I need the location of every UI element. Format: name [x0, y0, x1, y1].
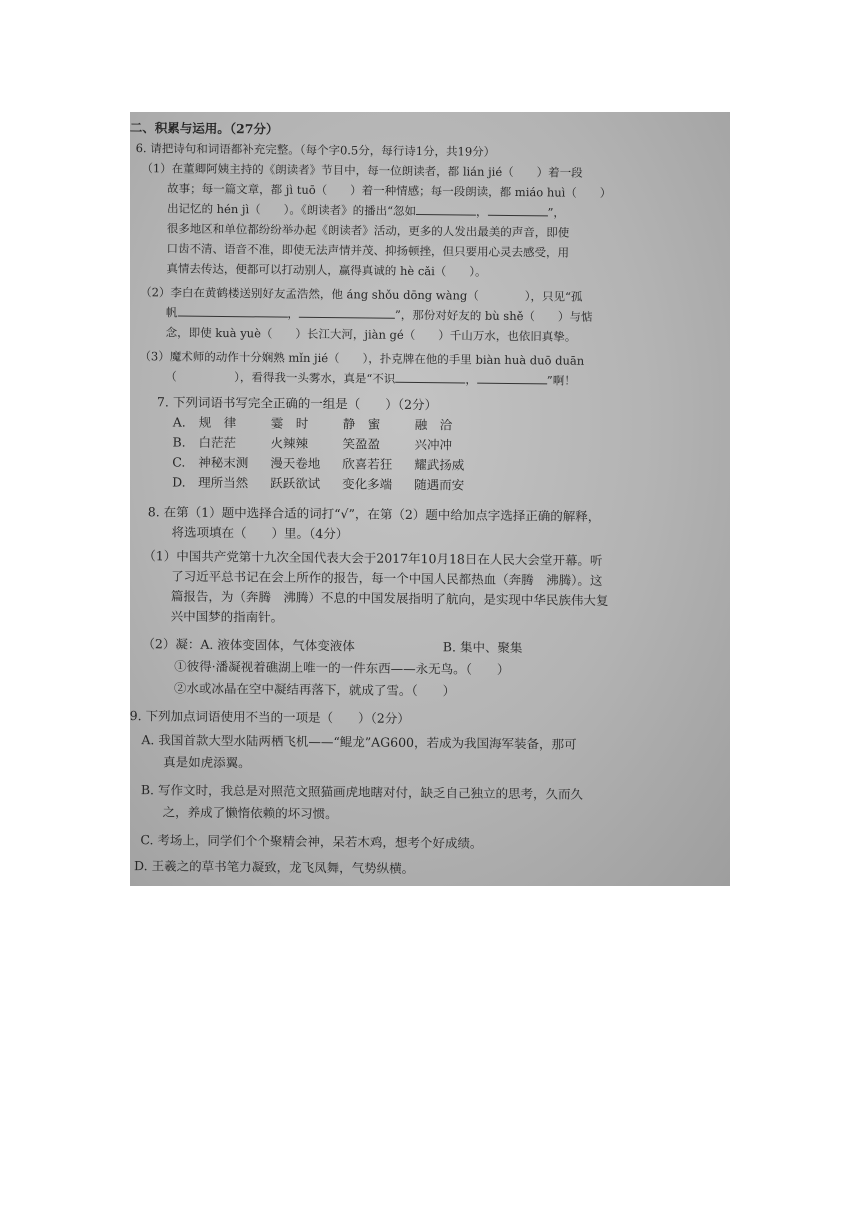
q7-word: 白茫茫: [198, 434, 237, 451]
q9-option-b-cont: 之，养成了懒惰依赖的坏习惯。: [162, 804, 338, 822]
q9-option-a: A. 我国首款大型水陆两栖飞机——“鲲龙”AG600，若成为我国海军装备，那可: [141, 732, 577, 752]
q7-word: 跃跃欲试: [270, 475, 321, 492]
q6-p2-line2: 帆 ， ”，那份对好友的 bù shě（ ）与惦: [165, 305, 593, 324]
q7-word: 融 洽: [414, 416, 453, 433]
q6-p3-line1: （3）魔术师的动作十分娴熟 mǐn jié（ ），扑克牌在他的手里 biàn huà duō duān: [139, 349, 585, 368]
q6-p1-line3-text: 出记忆的 hén jì（ ）。《朗读者》的播出“忽如: [166, 201, 417, 219]
q7-stem: 7. 下列词语书写完全正确的一组是（ ）（2分）: [156, 394, 438, 413]
poem-blank[interactable]: [299, 307, 395, 319]
q6-p1-line4: 很多地区和单位都纷纷举办起《朗读者》活动，更多的人发出最美的声音，即使: [166, 221, 570, 240]
q6-p3-line2: （ ），看得我一头雾水，真是“不识 ， ”啊！: [165, 369, 576, 388]
q8-p2-item1: ①彼得·潘凝视着礁湖上唯一的一件东西——永无鸟。（ ）: [174, 658, 510, 678]
q6-p1-line3: 出记忆的 hén jì（ ）。《朗读者》的播出“忽如 ， ”，: [166, 201, 565, 220]
q7-word: 兴冲冲: [414, 436, 453, 453]
q6-p1-line2: 故事；每一篇文章，都 jì tuō（ ）着一种情感；每一段朗读，都 miáo huì（ ）: [167, 181, 612, 201]
q7-option-letter: C.: [172, 454, 186, 470]
q8-p2-item2: ②水或冰晶在空中凝结再落下，就成了雪。（ ）: [173, 680, 456, 699]
q8-p2-option-a: （2）凝：A. 液体变固体，气体变液体: [142, 636, 355, 654]
q7-word: 火辣辣: [270, 435, 309, 451]
q8-p1-line4: 兴中国梦的指南针。: [170, 608, 284, 625]
q8-p1-line1: （1）中国共产党第十九次全国代表大会于2017年10月18日在人民大会堂开幕。听: [143, 548, 603, 568]
q6-p2-line3: 念，即使 kuà yuè（ ）长江大河，jiàn gé（ ）千山万水，也依旧真挚。: [165, 325, 577, 344]
exam-sheet: [130, 112, 730, 886]
q8-stem-2: 将选项填在（ ）里。（4分）: [171, 524, 349, 542]
q7-row-b: [172, 434, 486, 453]
q7-word: 变化多端: [342, 476, 393, 492]
q7-word: 欣喜若狂: [342, 456, 393, 472]
q8-stem-1: 8. 在第（1）题中选择合适的词打“√”，在第（2）题中给加点字选择正确的解释，: [147, 504, 601, 524]
q9-option-a-cont: 真是如虎添翼。: [163, 754, 251, 771]
poem-blank[interactable]: [487, 205, 547, 217]
q7-word: 神秘末测: [198, 454, 249, 471]
q7-word: 霎 时: [270, 415, 309, 431]
idiom-blank[interactable]: [395, 372, 465, 384]
q6-p3-line2-head: （ ），看得我一头雾水，真是“不识: [165, 369, 396, 386]
q8-p1-line2: 了习近平总书记在会上所作的报告，每一个中国人民都热血（奔腾 沸腾）。这: [171, 568, 603, 588]
q7-option-letter: B.: [172, 434, 186, 450]
q6-p2-line2-head: 帆: [165, 305, 178, 320]
q7-row-c: [172, 454, 486, 473]
q9-option-c: C. 考场上，同学们个个聚精会神，呆若木鸡，想考个好成绩。: [140, 832, 483, 851]
q6-p1-line5: 口齿不清、语音不准，即使无法声情并茂、抑扬顿挫，但只要用心灵去感受，用: [166, 241, 570, 260]
q7-option-letter: A.: [172, 414, 186, 430]
q9-option-b: B. 写作文时，我总是对照范文照猫画虎地瞎对付，缺乏自己独立的思考，久而久: [140, 782, 584, 802]
q6-p3-line2-tail: ”啊！: [546, 373, 576, 388]
q8-p1-line3: 篇报告，为（奔腾 沸腾）不息的中国发展指明了航向，是实现中华民族伟大复: [170, 588, 609, 609]
q7-word: 规 律: [198, 414, 237, 431]
scanned-exam-photo: [130, 112, 730, 886]
q7-word: 耀武扬威: [414, 456, 465, 473]
q7-row-a: [173, 414, 487, 433]
q6-p2-line1: （2）李白在黄鹤楼送别好友孟浩然，他 áng shǒu dōng wàng（ ），只见“孤: [140, 285, 583, 304]
q6-stem: 6. 请把诗句和词语都补充完整。（每个字0.5分，每行诗1分，共19分）: [135, 141, 496, 159]
q6-p2-line2-tail: ”，那份对好友的 bù shě（ ）与惦: [394, 307, 593, 324]
q7-word: 笑盈盈: [342, 436, 381, 452]
q7-word: 理所当然: [198, 474, 249, 491]
q7-word: 漫天卷地: [270, 455, 321, 472]
idiom-blank[interactable]: [477, 373, 547, 385]
poem-blank[interactable]: [177, 306, 287, 318]
q6-p1-line1: （1）在董卿阿姨主持的《朗读者》节目中，每一位朗读者，都 lián jié（ ）着一段: [141, 161, 583, 180]
poem-blank[interactable]: [416, 204, 476, 216]
q7-word: 随遇而安: [414, 476, 465, 493]
q9-option-d: D. 王羲之的草书笔力凝致，龙飞凤舞，气势纵横。: [134, 858, 415, 877]
q8-p2-head: [142, 636, 522, 656]
q7-option-letter: D.: [172, 474, 186, 490]
section-title: 二、积累与运用。（27分）: [130, 119, 279, 137]
q7-word: 静 蜜: [342, 416, 381, 432]
q7-row-d: [172, 474, 486, 493]
q8-p2-option-b: B. 集中、聚集: [442, 639, 523, 656]
q6-p1-line6: 真情去传达，便都可以打动别人，赢得真诚的 hè cǎi（ ）。: [166, 261, 487, 279]
q9-stem: 9. 下列加点词语使用不当的一项是（ ）（2分）: [130, 708, 410, 726]
